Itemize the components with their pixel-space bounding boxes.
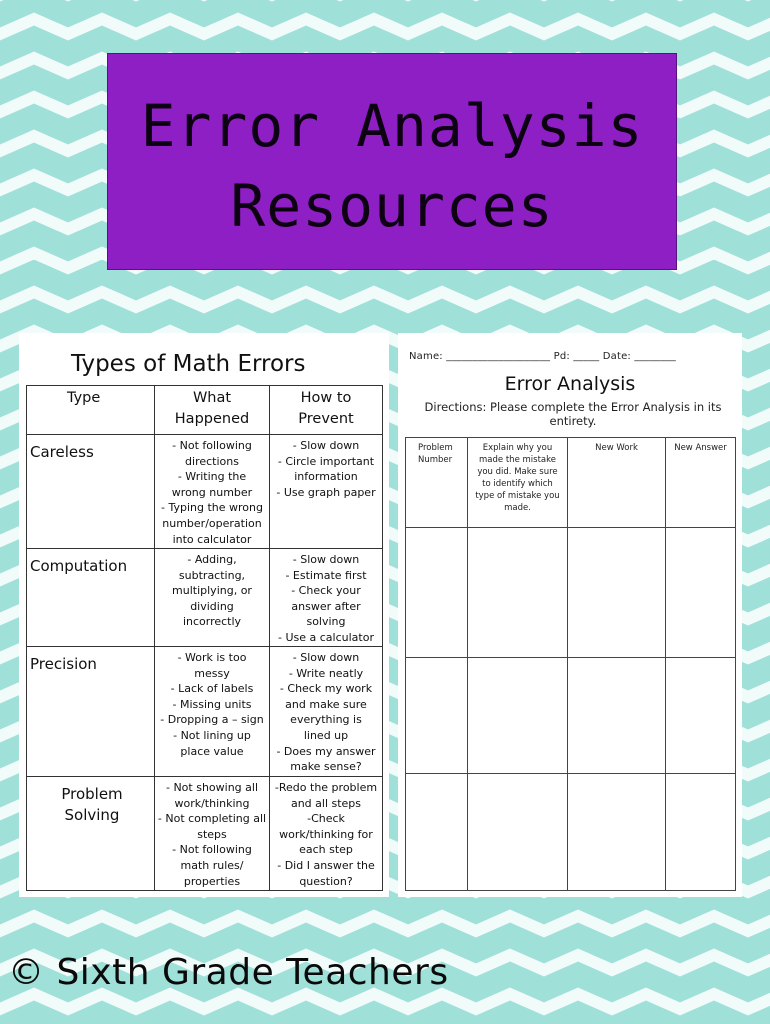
cell-line: multiplying, or: [172, 584, 252, 598]
cell-line: - Work is too: [177, 651, 247, 664]
copyright-footer: © Sixth Grade Teachers: [8, 952, 449, 993]
cell-line: place value: [180, 744, 244, 758]
cell-line: - Did I answer the: [277, 858, 375, 872]
header-line: made.: [504, 503, 531, 513]
worksheet-blank-cell[interactable]: [666, 528, 736, 658]
header-prevent-line-1: How to: [300, 390, 352, 406]
header-line: you did. Make sure: [477, 467, 558, 477]
header-line: Explain why you: [482, 443, 553, 453]
error-row: [27, 647, 383, 777]
worksheet-blank-cell[interactable]: [406, 774, 468, 891]
worksheet-blank-cell[interactable]: [568, 658, 666, 774]
cell-line: - Lack of labels: [170, 682, 254, 696]
cell-line: - Check your: [291, 584, 361, 598]
header-line: Number: [418, 455, 453, 465]
header-type: Type: [27, 386, 155, 435]
cell-line: and all steps: [290, 796, 362, 810]
name-pd-date-line: Name: ____________________ Pd: _____ Date: ________: [409, 351, 676, 362]
error-type-cell: [27, 777, 155, 891]
cell-line: - Slow down: [292, 651, 360, 664]
cell-line: number/operation: [162, 516, 262, 530]
error-type-cell: [27, 647, 155, 777]
cell-line: properties: [183, 874, 241, 888]
title-line-1: Error Analysis: [140, 92, 644, 160]
cell-line: - Does my answer: [276, 744, 376, 758]
header-what-line-2: Happened: [174, 411, 250, 427]
cell-line: each step: [299, 843, 353, 857]
cell-line: Solving: [64, 806, 120, 824]
header-what-happened: [155, 386, 270, 435]
cell-line: - Not showing all: [165, 781, 259, 794]
cell-line: dividing: [190, 599, 234, 613]
what-happened-cell: [155, 647, 270, 777]
cell-line: Computation: [30, 557, 128, 575]
cell-line: - Use graph paper: [276, 485, 376, 499]
cell-line: incorrectly: [182, 615, 242, 629]
worksheet-blank-cell[interactable]: [568, 774, 666, 891]
worksheet-blank-cell[interactable]: [666, 774, 736, 891]
cell-line: - Not following: [172, 439, 252, 452]
cell-line: - Not lining up: [173, 728, 251, 742]
cell-line: steps: [197, 827, 227, 841]
worksheet-blank-cell[interactable]: [406, 658, 468, 774]
header-prevent-line-2: Prevent: [298, 411, 354, 427]
worksheet-column-header: [666, 438, 736, 528]
how-to-prevent-cell: [270, 435, 383, 549]
worksheet-blank-cell[interactable]: [468, 658, 568, 774]
cell-line: wrong number: [171, 485, 253, 499]
cell-line: question?: [299, 874, 353, 888]
cell-line: work/thinking: [174, 796, 250, 810]
error-types-table: [26, 385, 383, 891]
worksheet-column-header: [568, 438, 666, 528]
how-to-prevent-cell: [270, 777, 383, 891]
worksheet-blank-cell[interactable]: [568, 528, 666, 658]
error-type-cell: [27, 549, 155, 647]
worksheet-row: [406, 658, 736, 774]
cell-line: - Dropping a – sign: [160, 713, 264, 727]
cell-line: solving: [306, 615, 346, 629]
how-to-prevent-cell: [270, 549, 383, 647]
worksheet-column-header: [406, 438, 468, 528]
cell-line: and make sure: [285, 697, 367, 711]
cell-line: Careless: [30, 443, 94, 461]
header-how-to-prevent: [270, 386, 383, 435]
cell-line: Problem: [61, 785, 123, 803]
worksheet-row: [406, 528, 736, 658]
sheet-title: Types of Math Errors: [71, 351, 306, 377]
cell-line: into calculator: [172, 532, 252, 546]
worksheet-blank-cell[interactable]: [666, 658, 736, 774]
worksheet-blank-cell[interactable]: [468, 774, 568, 891]
cell-line: information: [294, 470, 358, 484]
cell-line: - Missing units: [172, 697, 252, 711]
worksheet-column-header: [468, 438, 568, 528]
cell-line: messy: [194, 666, 230, 680]
worksheet-blank-cell[interactable]: [468, 528, 568, 658]
cell-line: - Adding,: [187, 553, 237, 566]
header-what-line-1: What: [192, 390, 232, 406]
cell-line: everything is: [290, 713, 362, 727]
what-happened-cell: [155, 435, 270, 549]
types-of-errors-sheet: [19, 333, 389, 897]
header-line: to identify which: [482, 479, 553, 489]
worksheet-title: Error Analysis: [504, 373, 636, 395]
cell-line: - Check my work: [279, 682, 373, 696]
cell-line: directions: [185, 454, 239, 468]
cell-line: -Check: [307, 812, 345, 826]
cell-line: - Not completing all: [157, 812, 267, 826]
cell-line: - Not following: [172, 843, 252, 857]
cell-line: - Write neatly: [288, 666, 364, 680]
title-line-2: Resources: [230, 172, 554, 240]
title-banner: [107, 53, 677, 270]
cell-line: lined up: [303, 728, 349, 742]
cell-line: - Slow down: [292, 439, 360, 452]
cell-line: - Writing the: [177, 470, 247, 484]
cell-line: Precision: [30, 655, 97, 673]
cell-line: - Slow down: [292, 553, 360, 566]
what-happened-cell: [155, 549, 270, 647]
cell-line: work/thinking for: [279, 827, 373, 841]
error-row: [27, 435, 383, 549]
worksheet-blank-cell[interactable]: [406, 528, 468, 658]
error-analysis-worksheet: [398, 333, 742, 897]
header-line: New Work: [595, 443, 638, 453]
cell-line: -Redo the problem: [274, 781, 378, 794]
cell-line: - Use a calculator: [278, 630, 374, 644]
what-happened-cell: [155, 777, 270, 891]
cell-line: make sense?: [290, 760, 362, 774]
how-to-prevent-cell: [270, 647, 383, 777]
cell-line: math rules/: [180, 858, 244, 872]
header-line: made the mistake: [479, 455, 556, 465]
error-row: [27, 777, 383, 891]
error-row: [27, 549, 383, 647]
directions-text: Directions: Please complete the Error Analysis in its entirety.: [424, 400, 722, 428]
cell-line: - Estimate first: [285, 568, 367, 582]
header-line: type of mistake you: [475, 491, 560, 501]
error-analysis-table: [405, 437, 736, 891]
header-line: Problem: [418, 443, 453, 453]
worksheet-row: [406, 774, 736, 891]
cell-line: answer after: [291, 599, 361, 613]
cell-line: subtracting,: [178, 568, 246, 582]
cell-line: - Typing the wrong: [161, 501, 263, 515]
error-type-cell: [27, 435, 155, 549]
header-line: New Answer: [674, 443, 727, 453]
cell-line: - Circle important: [277, 454, 375, 468]
